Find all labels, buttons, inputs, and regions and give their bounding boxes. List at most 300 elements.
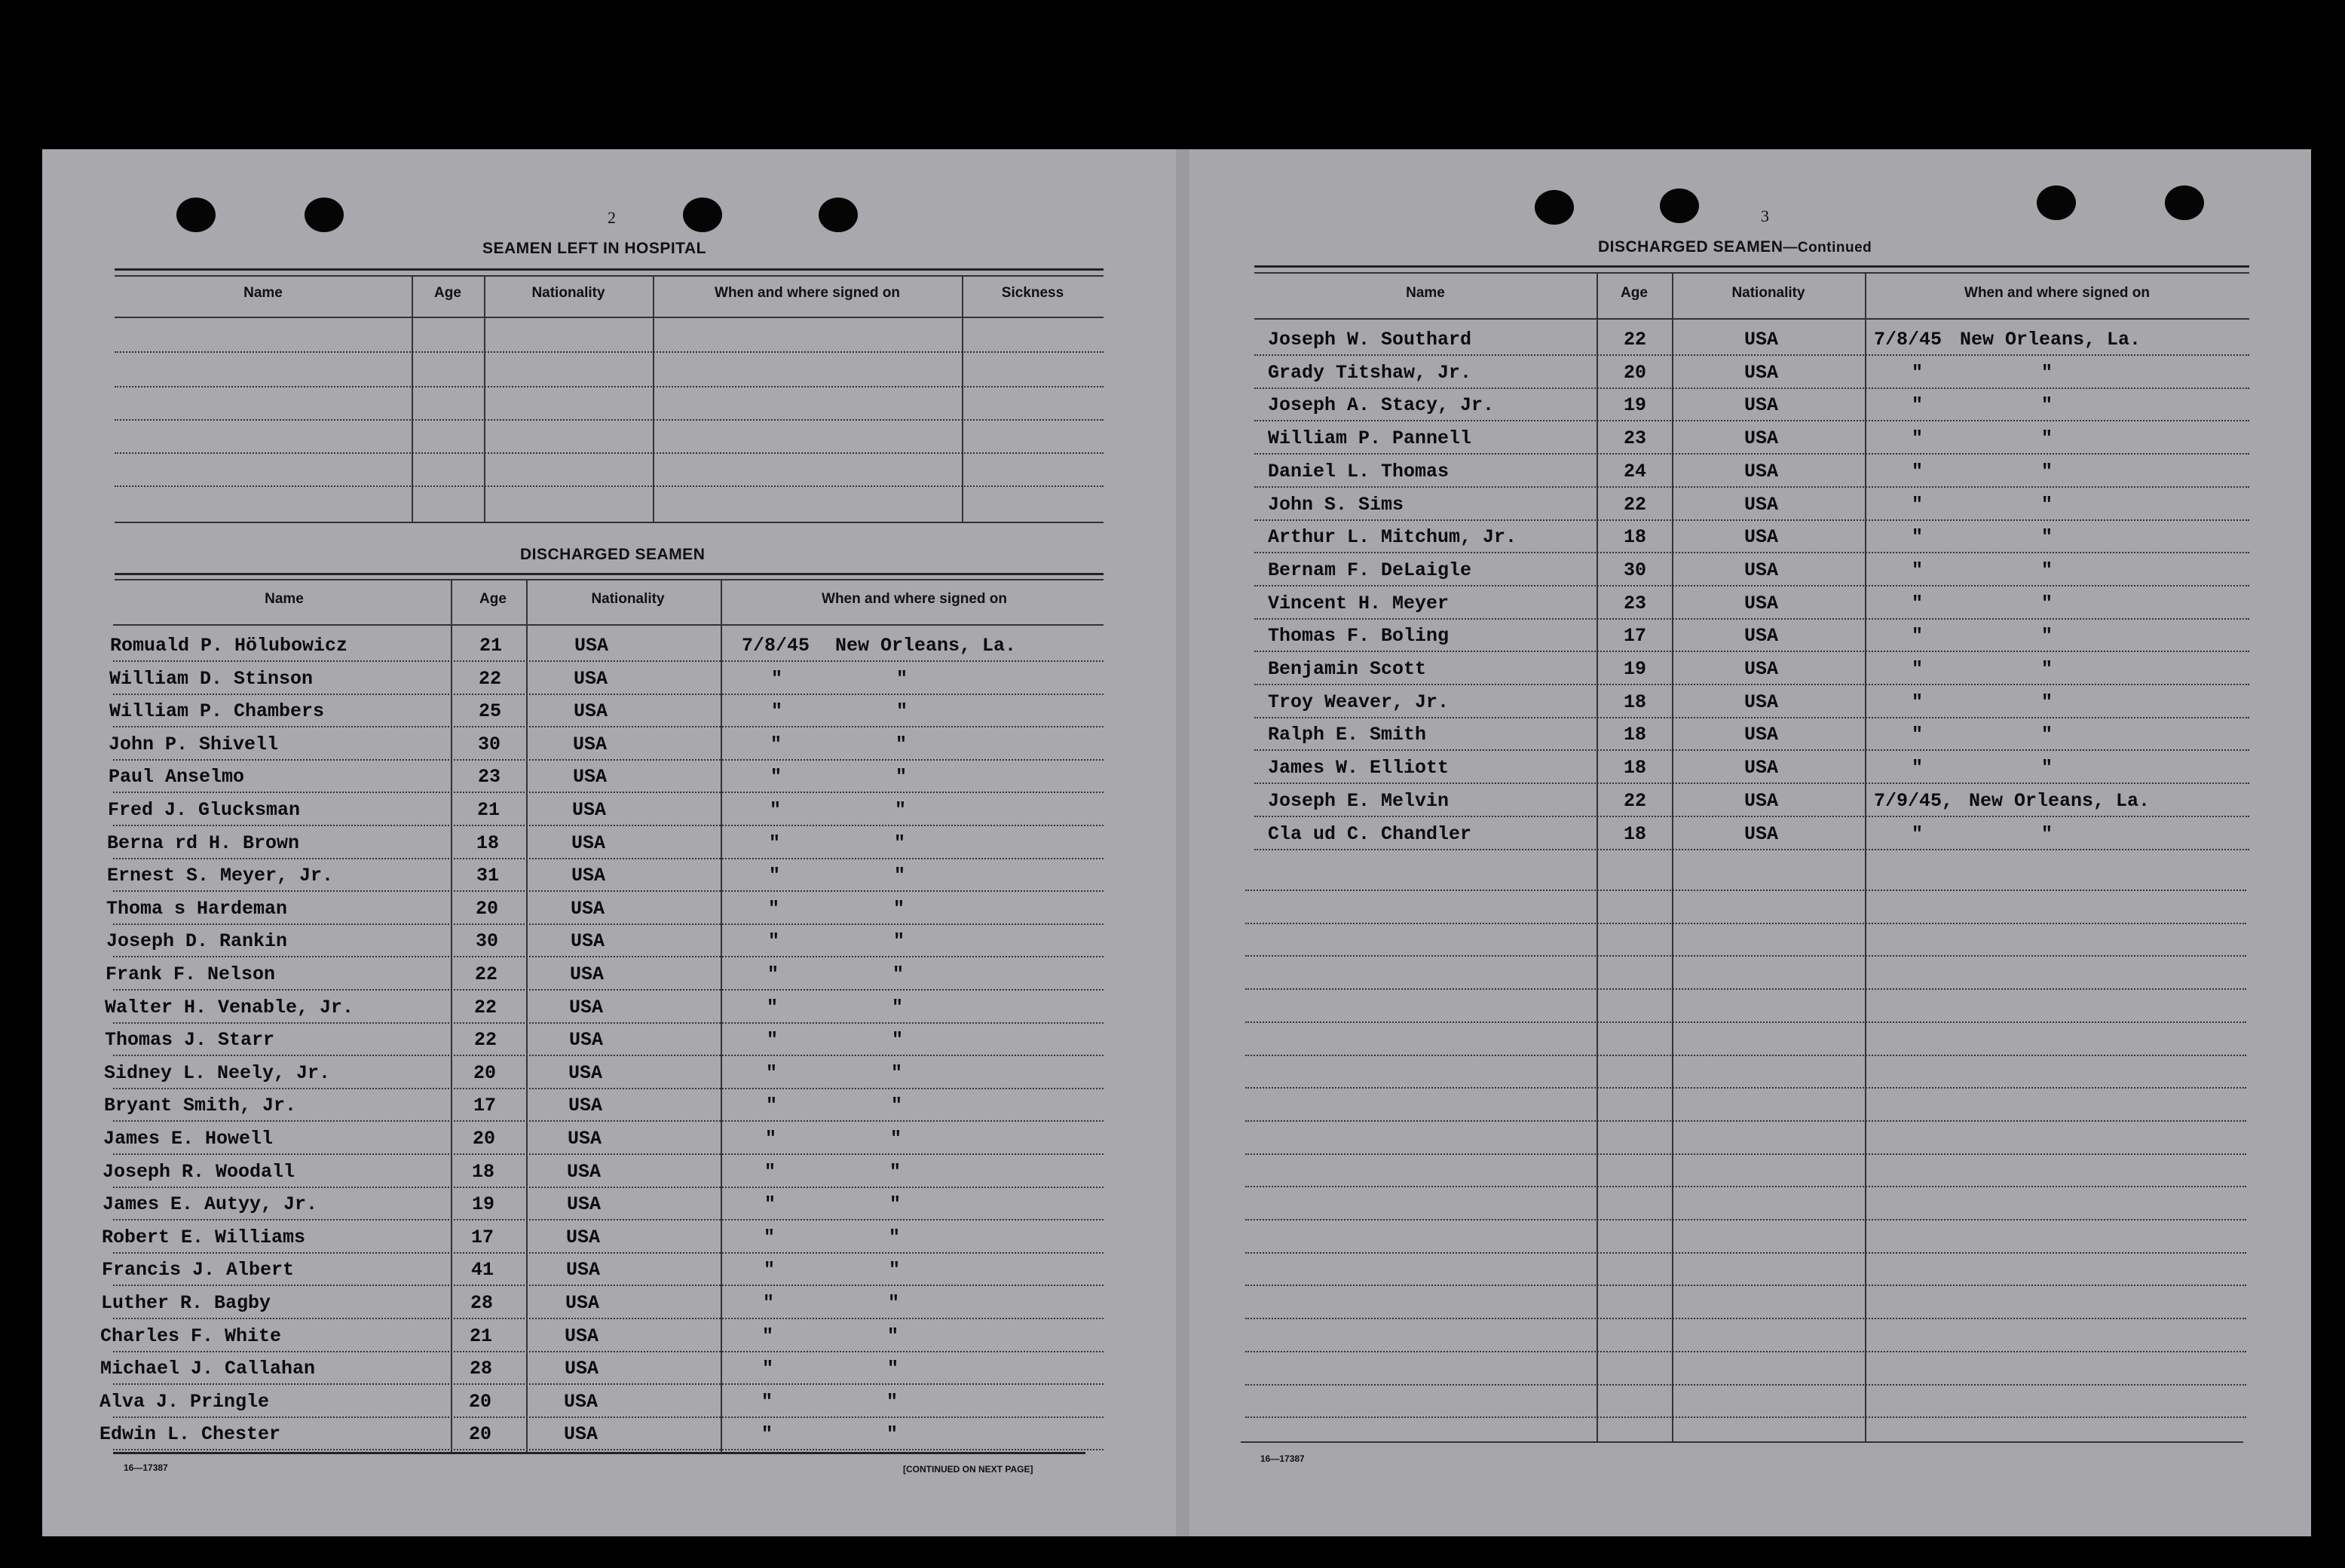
empty-row [1245,1087,2246,1089]
seaman-nationality: USA [570,963,605,985]
header-rule [1254,318,2249,320]
table-row [113,890,1104,892]
signed-on-place: " [886,1423,899,1446]
seaman-name: Ernest S. Meyer, Jr. [107,865,334,887]
signed-on-place: " [896,667,908,690]
column-header: Nationality [1731,285,1805,301]
seaman-name: James W. Elliott [1268,757,1450,779]
column-header: Name [265,591,304,607]
signed-on-date: " [1912,427,1924,450]
form-number: 16—17387 [124,1462,168,1473]
signed-on-place: " [892,1029,904,1052]
seaman-nationality: USA [571,930,605,953]
signed-on-date: " [770,766,782,789]
signed-on-date: " [764,1226,776,1248]
table-row [113,956,1104,957]
seaman-nationality: USA [567,1193,602,1216]
empty-row [1245,1153,2246,1155]
signed-on-place: " [2041,559,2053,581]
empty-row [1245,1120,2246,1122]
column-divider [526,580,528,1452]
signed-on-date: " [1912,625,1924,648]
punch-hole [819,198,858,232]
seaman-age: 19 [1624,658,1647,680]
seaman-name: Joseph D. Rankin [106,930,288,953]
seaman-age: 23 [478,766,501,789]
table-row [113,726,1104,727]
seaman-name: Bernam F. DeLaigle [1268,559,1472,581]
seaman-age: 18 [476,831,500,854]
table-row [1254,849,2249,850]
table-row [113,989,1104,991]
table-row [1254,618,2249,620]
signed-on-date: " [771,667,783,690]
seaman-age: 24 [1624,460,1647,482]
signed-on-date: " [1912,493,1924,516]
signed-on-place: " [2041,658,2053,680]
seaman-nationality: USA [569,996,604,1018]
punch-hole [1660,188,1699,223]
seaman-name: Cla ud C. Chandler [1268,822,1472,845]
punch-hole [2037,185,2076,220]
signed-on-place: " [2041,493,2053,516]
empty-row [1245,1021,2246,1023]
table-top-rule [115,579,1104,580]
seaman-age: 20 [469,1423,492,1446]
seaman-nationality: USA [1744,394,1779,417]
seaman-name: Vincent H. Meyer [1268,592,1450,614]
seaman-name: John S. Sims [1268,493,1404,516]
signed-on-date: " [762,1358,774,1380]
seaman-name: Arthur L. Mitchum, Jr. [1268,526,1517,549]
seaman-nationality: USA [1744,658,1779,680]
signed-on-date: 7/9/45, [1874,789,1954,812]
column-header: Nationality [591,591,665,607]
table-top-rule [1254,272,2249,274]
signed-on-date: " [1912,658,1924,680]
column-header: Name [1406,285,1445,301]
seaman-age: 30 [478,733,501,755]
table-row [113,1153,1104,1155]
table-row [1254,816,2249,817]
signed-on-place: New Orleans, La. [1960,329,2141,351]
table-row [113,1022,1104,1024]
column-divider [721,580,722,1452]
table-bottom-rule [113,1452,1085,1454]
seaman-age: 30 [476,930,499,953]
column-header: When and where signed on [1964,285,2150,301]
table-row [113,825,1104,826]
signed-on-date: " [769,865,781,887]
column-header: When and where signed on [822,591,1007,607]
signed-on-place: " [892,963,905,985]
signed-on-date: " [766,1095,778,1117]
empty-row [1245,1384,2246,1386]
seaman-nationality: USA [572,799,607,821]
signed-on-date: " [763,1292,775,1314]
seaman-name: Thoma s Hardeman [106,897,288,920]
seaman-name: Joseph W. Southard [1268,329,1472,351]
seaman-age: 19 [1624,394,1647,417]
seaman-name: Joseph E. Melvin [1268,789,1450,812]
header-rule [115,317,1104,318]
signed-on-place: " [2041,625,2053,648]
seaman-name: Benjamin Scott [1268,658,1427,680]
seaman-name: William P. Chambers [109,700,325,723]
seaman-name: John P. Shivell [109,733,279,755]
seaman-age: 18 [1624,724,1647,746]
signed-on-place: " [893,930,905,953]
seaman-nationality: USA [571,831,606,854]
table-row [1254,453,2249,455]
seaman-nationality: USA [571,897,605,920]
column-header: Age [1621,285,1648,301]
seaman-age: 20 [469,1390,492,1413]
seaman-name: Joseph A. Stacy, Jr. [1268,394,1495,417]
seaman-age: 22 [1624,493,1647,516]
signed-on-date: " [768,897,780,920]
seaman-age: 25 [479,700,502,723]
seaman-age: 21 [470,1325,493,1347]
table-row [113,1383,1104,1385]
empty-row [115,351,1104,353]
seaman-nationality: USA [1744,559,1779,581]
punch-hole [176,198,216,232]
signed-on-place: " [891,1061,903,1084]
table-row [113,1187,1104,1188]
seaman-name: Grady Titshaw, Jr. [1268,361,1472,384]
page-number: 2 [608,208,616,227]
seaman-nationality: USA [574,667,608,690]
column-header: Age [479,591,507,607]
seaman-nationality: USA [565,1358,599,1380]
seaman-name: James E. Howell [103,1128,274,1150]
header-rule [113,624,1104,626]
signed-on-date: " [1912,691,1924,713]
signed-on-place: " [887,1358,899,1380]
signed-on-date: " [761,1423,773,1446]
seaman-name: Troy Weaver, Jr. [1268,691,1450,713]
table-row [1254,387,2249,389]
signed-on-date: " [767,963,779,985]
signed-on-date: " [768,930,780,953]
seaman-nationality: USA [1744,822,1779,845]
column-header: Age [434,285,461,301]
signed-on-date: " [770,799,782,821]
signed-on-place: " [2041,757,2053,779]
seaman-nationality: USA [1744,789,1779,812]
signed-on-date: " [1912,592,1924,614]
column-header: Nationality [531,285,605,301]
seaman-age: 17 [1624,625,1647,648]
table-top-rule [115,573,1104,575]
discharged-section-title: DISCHARGED SEAMEN [520,546,706,563]
signed-on-place: " [895,766,908,789]
empty-row [1245,1219,2246,1220]
table-row [113,1416,1104,1418]
table-row [113,660,1104,662]
table-row [1254,354,2249,356]
signed-on-place: " [889,1259,901,1282]
seaman-nationality: USA [564,1423,598,1446]
seaman-nationality: USA [1744,724,1779,746]
column-header: Name [243,285,283,301]
seaman-nationality: USA [574,700,608,723]
page-spine [1176,149,1189,1536]
seaman-name: Luther R. Bagby [101,1292,271,1314]
empty-row [115,386,1104,387]
signed-on-date: " [1912,757,1924,779]
table-row [113,1219,1104,1220]
signed-on-place: " [2041,822,2053,845]
seaman-nationality: USA [566,1259,601,1282]
seaman-age: 18 [1624,691,1647,713]
seaman-age: 21 [477,799,501,821]
empty-row [1245,955,2246,957]
seaman-nationality: USA [1744,427,1779,450]
seaman-nationality: USA [1744,460,1779,482]
seaman-age: 18 [1624,757,1647,779]
signed-on-place: " [890,1128,902,1150]
table-top-rule [115,268,1104,271]
title-continued: —Continued [1783,240,1872,256]
seaman-nationality: USA [1744,329,1779,351]
seaman-name: Alva J. Pringle [99,1390,270,1413]
seaman-nationality: USA [1744,625,1779,648]
empty-row [1245,1186,2246,1187]
seaman-name: Francis J. Albert [102,1259,295,1282]
signed-on-date: " [770,733,782,755]
signed-on-place: " [2041,592,2053,614]
seaman-name: Charles F. White [100,1325,282,1347]
signed-on-place: " [2041,427,2053,450]
table-row [1254,749,2249,751]
seaman-age: 28 [470,1358,493,1380]
empty-row [115,419,1104,421]
column-header: When and where signed on [715,285,900,301]
signed-on-place: " [2041,526,2053,549]
seaman-age: 30 [1624,559,1647,581]
seaman-name: William D. Stinson [109,667,314,690]
table-row [1254,684,2249,685]
hospital-section-title: SEAMEN LEFT IN HOSPITAL [482,240,706,257]
seaman-age: 18 [1624,526,1647,549]
seaman-nationality: USA [1744,361,1779,384]
seaman-age: 21 [479,635,503,657]
signed-on-date: 7/8/45 [1874,329,1942,351]
empty-row [1245,923,2246,924]
seaman-nationality: USA [1744,493,1779,516]
empty-row [115,452,1104,454]
signed-on-date: " [761,1390,773,1413]
signed-on-date: " [765,1128,777,1150]
seaman-age: 19 [472,1193,495,1216]
seaman-age: 22 [1624,329,1647,351]
table-row [113,1351,1104,1352]
table-row [113,1088,1104,1089]
seaman-age: 23 [1624,592,1647,614]
seaman-age: 20 [473,1128,496,1150]
signed-on-place: " [2041,724,2053,746]
seaman-nationality: USA [569,1029,604,1052]
seaman-nationality: USA [564,1390,598,1413]
seaman-name: Sidney L. Neely, Jr. [104,1061,331,1084]
table-row [1254,651,2249,652]
signed-on-date: " [769,831,781,854]
seaman-age: 31 [476,865,500,887]
seaman-nationality: USA [568,1061,603,1084]
signed-on-date: " [771,700,783,723]
table-row [113,1285,1104,1286]
table-row [1254,782,2249,784]
signed-on-place: " [891,1095,903,1117]
seaman-age: 41 [471,1259,494,1282]
signed-on-place: " [886,1390,899,1413]
column-header: Sickness [1001,285,1064,301]
signed-on-date: " [766,1061,778,1084]
seaman-name: Michael J. Callahan [100,1358,316,1380]
empty-row [1245,1351,2246,1352]
seaman-name: James E. Autyy, Jr. [103,1193,318,1216]
seaman-name: Thomas J. Starr [105,1029,275,1052]
seaman-name: Romuald P. Hölubowicz [110,635,348,657]
column-divider [1672,273,1673,1441]
punch-hole [2165,185,2204,220]
seaman-nationality: USA [1744,526,1779,549]
seaman-age: 22 [475,963,498,985]
signed-on-date: 7/8/45 [742,635,810,657]
table-row [113,1120,1104,1122]
table-row [1254,717,2249,718]
table-row [113,792,1104,793]
column-divider [451,580,452,1452]
signed-on-place: " [894,865,906,887]
seaman-age: 18 [1624,822,1647,845]
empty-row [1245,890,2246,891]
table-row [113,923,1104,925]
seaman-age: 17 [473,1095,497,1117]
table-row [113,1252,1104,1254]
column-divider [1596,273,1598,1441]
seaman-name: Ralph E. Smith [1268,724,1427,746]
seaman-name: Bryant Smith, Jr. [104,1095,297,1117]
signed-on-place: " [889,1160,902,1183]
signed-on-date: " [764,1160,776,1183]
signed-on-date: " [764,1259,776,1282]
continued-note: [CONTINUED ON NEXT PAGE] [903,1464,1033,1475]
seaman-nationality: USA [565,1292,600,1314]
seaman-name: Frank F. Nelson [106,963,276,985]
signed-on-place: " [889,1226,901,1248]
table-row [1254,486,2249,488]
table-top-rule [1254,265,2249,268]
signed-on-place: " [887,1325,899,1347]
table-row [1254,552,2249,553]
punch-hole [305,198,344,232]
seaman-nationality: USA [573,766,608,789]
signed-on-place: " [894,831,906,854]
signed-on-date: " [1912,559,1924,581]
seaman-nationality: USA [567,1160,602,1183]
seaman-age: 22 [479,667,502,690]
seaman-age: 22 [1624,789,1647,812]
signed-on-place: " [2041,361,2053,384]
seaman-age: 23 [1624,427,1647,450]
signed-on-place: " [895,733,908,755]
signed-on-date: " [1912,724,1924,746]
seaman-name: Daniel L. Thomas [1268,460,1450,482]
empty-row [1245,988,2246,990]
signed-on-place: " [2041,691,2053,713]
signed-on-place: New Orleans, La. [1969,789,2151,812]
signed-on-place: New Orleans, La. [835,635,1017,657]
signed-on-place: " [892,996,904,1018]
signed-on-date: " [764,1193,776,1216]
seaman-age: 17 [471,1226,494,1248]
signed-on-date: " [767,1029,779,1052]
signed-on-place: " [2041,460,2053,482]
seaman-nationality: USA [571,865,606,887]
seaman-age: 22 [474,1029,497,1052]
empty-row [1245,1252,2246,1254]
punch-hole [683,198,722,232]
signed-on-place: " [889,1193,902,1216]
seaman-name: Walter H. Venable, Jr. [105,996,354,1018]
table-row [113,759,1104,761]
empty-row [1245,1318,2246,1319]
seaman-age: 20 [1624,361,1647,384]
signed-on-date: " [1912,394,1924,417]
table-row [113,1318,1104,1319]
seaman-nationality: USA [574,635,609,657]
punch-hole [1535,190,1574,225]
seaman-nationality: USA [1744,757,1779,779]
empty-row [115,485,1104,487]
page-number: 3 [1761,207,1769,225]
seaman-name: Fred J. Glucksman [108,799,301,821]
seaman-name: Thomas F. Boling [1268,625,1450,648]
signed-on-place: " [896,700,908,723]
signed-on-place: " [888,1292,900,1314]
table-row [1254,420,2249,421]
signed-on-date: " [1912,361,1924,384]
signed-on-date: " [1912,822,1924,845]
signed-on-date: " [767,996,779,1018]
seaman-name: Berna rd H. Brown [107,831,300,854]
empty-row [1245,1416,2246,1418]
column-divider [1865,273,1866,1441]
signed-on-place: " [2041,394,2053,417]
signed-on-date: " [762,1325,774,1347]
discharged-continued-title [1598,238,1872,256]
table-row [1254,585,2249,586]
form-number: 16—17387 [1260,1453,1305,1464]
seaman-name: Edwin L. Chester [99,1423,281,1446]
seaman-age: 20 [476,897,499,920]
seaman-name: Robert E. Williams [102,1226,306,1248]
table-row [113,694,1104,695]
seaman-nationality: USA [568,1095,603,1117]
seaman-nationality: USA [568,1128,602,1150]
seaman-name: Joseph R. Woodall [103,1160,295,1183]
table-bottom-rule [1241,1441,2243,1443]
table-bottom-rule [115,522,1104,523]
seaman-name: William P. Pannell [1268,427,1472,450]
seaman-age: 22 [474,996,497,1018]
seaman-age: 18 [472,1160,495,1183]
table-row [1254,519,2249,521]
table-row [113,1055,1104,1056]
